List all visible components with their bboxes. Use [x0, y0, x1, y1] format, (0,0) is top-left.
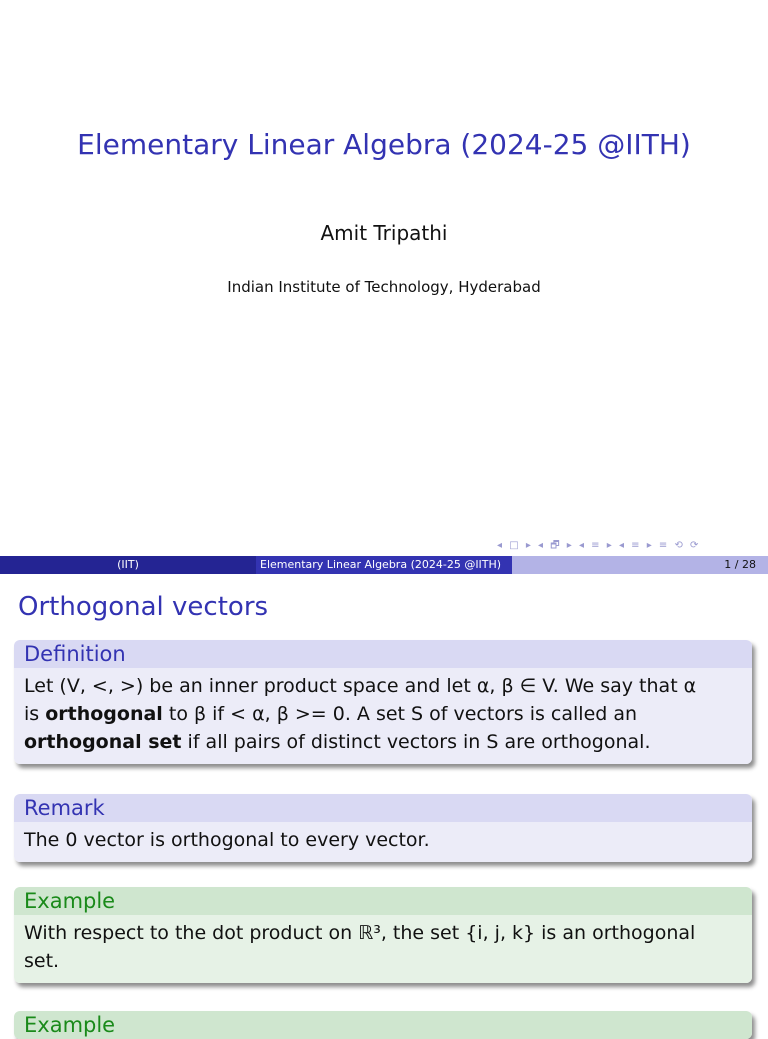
example-1-title: Example — [14, 887, 752, 915]
remark-body: The 0 vector is orthogonal to every vector. — [14, 822, 752, 862]
example-1-body — [14, 915, 752, 983]
footer-page-number: 1 / 28 — [512, 556, 768, 574]
footer-title: Elementary Linear Algebra (2024-25 @IITH) — [256, 556, 512, 574]
frame-title: Orthogonal vectors — [18, 592, 269, 622]
beamer-navigation-icons[interactable]: ◂ □ ▸ ◂ 🗗 ▸ ◂ ≡ ▸ ◂ ≡ ▸ ≡ ⟲ ⟳ — [497, 540, 701, 551]
term-orthogonal-set: orthogonal set — [24, 731, 182, 753]
definition-line-1: Let (V, <, >) be an inner product space and let α, β ∈ V. We say that α — [24, 675, 697, 697]
remark-block — [14, 794, 752, 862]
definition-title: Definition — [14, 640, 752, 668]
definition-block — [14, 640, 752, 764]
presentation-title: Elementary Linear Algebra (2024-25 @IITH) — [77, 128, 691, 161]
example-1-line-2: set. — [24, 950, 60, 972]
definition-line-3: orthogonal set if all pairs of distinct vectors in S are orthogonal. — [24, 731, 651, 753]
example-block-2 — [14, 1011, 752, 1039]
footer-short-institute: (IIT) — [0, 556, 256, 574]
definition-body — [14, 668, 752, 764]
term-orthogonal: orthogonal — [45, 703, 163, 725]
example-2-title: Example — [14, 1011, 752, 1039]
author-name: Amit Tripathi — [320, 221, 448, 245]
definition-line-2: is orthogonal to β if < α, β >= 0. A set S of vectors is called an — [24, 703, 638, 725]
institute-name: Indian Institute of Technology, Hyderabad — [227, 278, 541, 296]
remark-title: Remark — [14, 794, 752, 822]
example-block-1 — [14, 887, 752, 983]
content-slide — [0, 574, 768, 1037]
slide-footer — [0, 556, 768, 574]
example-1-line-1: With respect to the dot product on ℝ³, the set {i, j, k} is an orthogonal — [24, 922, 696, 944]
